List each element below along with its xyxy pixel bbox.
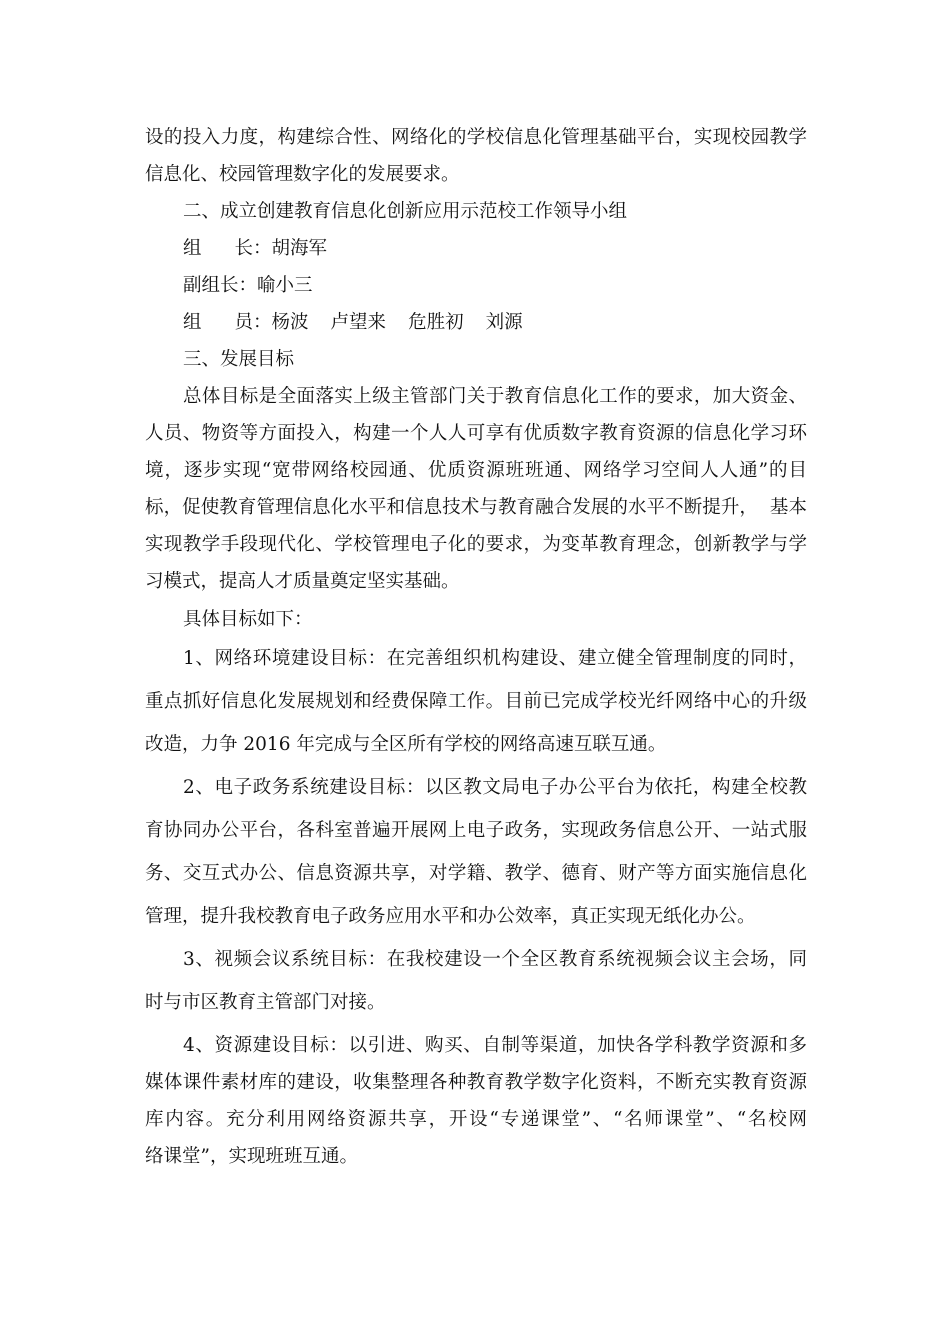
member-name: 危胜初 xyxy=(408,312,464,333)
section-heading: 二、成立创建教育信息化创新应用示范校工作领导小组 xyxy=(183,201,628,222)
section-heading: 三、发展目标 xyxy=(183,349,295,370)
leader-label-b: 长： xyxy=(234,238,272,259)
deputy-line xyxy=(183,274,313,298)
member-name: 杨波 xyxy=(271,312,309,333)
deputy-label: 副组长： xyxy=(183,275,258,296)
paragraph-line: 2、电子政务系统建设目标：以区教文局电子办公平台为依托，构建全校教 xyxy=(183,777,807,798)
paragraph-line: 信息化、校园管理数字化的发展要求。 xyxy=(145,164,460,185)
paragraph-line: 时与市区教育主管部门对接。 xyxy=(145,992,386,1013)
paragraph-line: 媒体课件素材库的建设，收集整理各种教育教学数字化资料，不断充实教育资源 xyxy=(145,1072,807,1093)
paragraph-line: 络课堂”，实现班班互通。 xyxy=(145,1146,358,1167)
paragraph-line: 3、视频会议系统目标：在我校建设一个全区教育系统视频会议主会场，同 xyxy=(183,949,807,970)
leader-line xyxy=(183,237,327,261)
paragraph-line: 境，逐步实现“宽带网络校园通、优质资源班班通、网络学习空间人人通”的目 xyxy=(145,460,807,481)
deputy-name: 喻小三 xyxy=(257,275,313,296)
paragraph-line: 育协同办公平台，各科室普遍开展网上电子政务，实现政务信息公开、一站式服 xyxy=(145,820,807,841)
member-name: 刘源 xyxy=(485,312,523,333)
members-label-a: 组 xyxy=(183,312,202,333)
paragraph-line: 设的投入力度，构建综合性、网络化的学校信息化管理基础平台，实现校园教学 xyxy=(145,127,807,148)
paragraph-line: 人员、物资等方面投入，构建一个人人可享有优质数字教育资源的信息化学习环 xyxy=(145,423,807,444)
paragraph-line: 习模式，提高人才质量奠定坚实基础。 xyxy=(145,571,460,592)
paragraph-line: 1、网络环境建设目标：在完善组织机构建设、建立健全管理制度的同时， xyxy=(183,648,807,669)
paragraph-line: 实现教学手段现代化、学校管理电子化的要求，为变革教育理念，创新教学与学 xyxy=(145,534,807,555)
leader-name: 胡海军 xyxy=(271,238,328,259)
paragraph-line: 务、交互式办公、信息资源共享，对学籍、教学、德育、财产等方面实施信息化 xyxy=(145,863,807,884)
paragraph-line: 4、资源建设目标：以引进、购买、自制等渠道，加快各学科教学资源和多 xyxy=(183,1035,807,1056)
paragraph-line: 具体目标如下： xyxy=(183,609,313,630)
paragraph-line: 管理，提升我校教育电子政务应用水平和办公效率，真正实现无纸化办公。 xyxy=(145,906,756,927)
members-label-b: 员： xyxy=(234,312,272,333)
paragraph-line: 改造，力争 2016 年完成与全区所有学校的网络高速互联互通。 xyxy=(145,734,667,755)
members-line xyxy=(183,311,523,335)
leader-label-a: 组 xyxy=(183,238,202,259)
paragraph-line: 重点抓好信息化发展规划和经费保障工作。目前已完成学校光纤网络中心的升级 xyxy=(145,691,807,712)
member-name: 卢望来 xyxy=(330,312,387,333)
paragraph-line: 库内容。充分利用网络资源共享，开设“专递课堂”、“名师课堂”、“名校网 xyxy=(145,1109,807,1130)
paragraph-line: 标，促使教育管理信息化水平和信息技术与教育融合发展的水平不断提升， 基本 xyxy=(145,497,807,518)
paragraph-line: 总体目标是全面落实上级主管部门关于教育信息化工作的要求，加大资金、 xyxy=(183,386,807,407)
